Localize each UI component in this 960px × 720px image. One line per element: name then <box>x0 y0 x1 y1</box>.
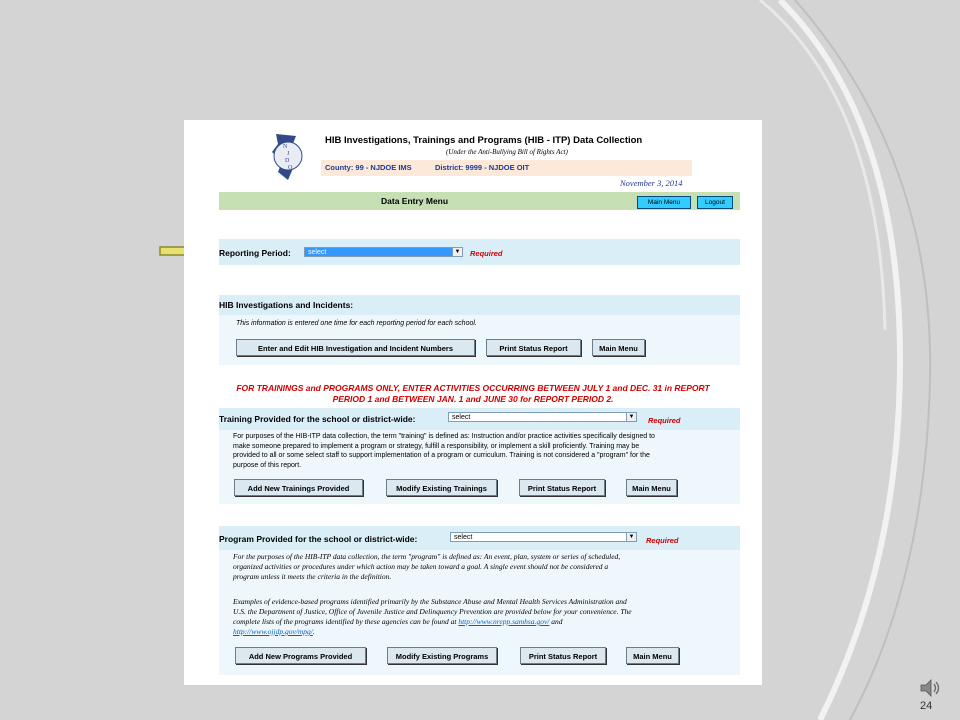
hib-print-status-button[interactable]: Print Status Report <box>486 339 581 356</box>
county-district-bar <box>321 160 692 176</box>
hib-note: This information is entered one time for each reporting period for each school. <box>236 320 477 327</box>
and-text: and <box>551 617 563 626</box>
training-required-label: Required <box>648 416 681 425</box>
menu-bar-title: Data Entry Menu <box>381 196 449 206</box>
modify-existing-trainings-button[interactable]: Modify Existing Trainings <box>386 479 497 496</box>
svg-text:E: E <box>286 172 290 178</box>
training-main-menu-button[interactable]: Main Menu <box>626 479 677 496</box>
svg-text:J: J <box>287 151 290 157</box>
report-period-warning-line1: FOR TRAININGS and PROGRAMS ONLY, ENTER ACTIVITIES OCCURRING BETWEEN JULY 1 and DEC. 31 in REPORT <box>236 383 710 393</box>
training-select-value: select <box>452 414 471 421</box>
program-examples-line3-row <box>233 617 562 627</box>
main-menu-button[interactable]: Main Menu <box>637 196 691 209</box>
application-screenshot <box>184 120 762 685</box>
program-definition-line1: For the purposes of the HIB-ITP data collection, the term "program" is defined as: An event, plan, system or series of scheduled, <box>233 552 621 561</box>
chevron-down-icon: ▼ <box>626 533 636 541</box>
slide-number: 24 <box>920 700 933 712</box>
njdoe-seal-logo <box>266 132 310 182</box>
program-examples-line4-row <box>233 627 315 637</box>
county-label: County: 99 - NJDOE IMS <box>325 163 412 172</box>
training-label: Training Provided for the school or district-wide: <box>219 414 416 424</box>
training-definition-line3: provided to all or some select staff to support implementation of a program or curriculum. Training is not considered a "program" for the <box>233 452 650 459</box>
program-examples-line1: Examples of evidence-based programs identified primarily by the Substance Abuse and Mental Health Services Administration and <box>233 597 627 606</box>
app-subtitle: (Under the Anti-Bullying Bill of Rights Act) <box>446 148 568 156</box>
training-definition-line2: make someone prepared to implement a program or strategy, fulfill a responsibility, or implement a skill proficiently. Training may be <box>233 442 640 450</box>
program-label: Program Provided for the school or district-wide: <box>219 534 418 544</box>
speaker-icon[interactable] <box>918 676 942 700</box>
current-date: November 3, 2014 <box>620 178 683 188</box>
enter-edit-hib-button[interactable]: Enter and Edit HIB Investigation and Incident Numbers <box>236 339 475 356</box>
training-definition-line1: For purposes of the HIB-ITP data collection, the term "training" is defined as: Instruction and/or practice activities specifically designed to <box>233 433 655 440</box>
svg-text:N: N <box>283 144 288 150</box>
program-examples-line2: U.S. the Department of Justice, Office of Juvenile Justice and Delinquency Prevention are provided below for your convenience. The <box>233 607 632 616</box>
program-select[interactable] <box>450 532 637 542</box>
logout-button[interactable]: Logout <box>697 196 733 209</box>
training-definition-line4: purpose of this report. <box>233 461 302 469</box>
reporting-period-value: select <box>308 249 327 256</box>
app-title: HIB Investigations, Trainings and Programs (HIB - ITP) Data Collection <box>325 135 643 146</box>
program-select-value: select <box>454 534 473 541</box>
add-new-programs-button[interactable]: Add New Programs Provided <box>235 647 366 664</box>
training-print-status-button[interactable]: Print Status Report <box>519 479 605 496</box>
chevron-down-icon: ▼ <box>452 248 462 256</box>
program-main-menu-button[interactable]: Main Menu <box>626 647 679 664</box>
hib-heading: HIB Investigations and Incidents: <box>219 300 354 310</box>
program-definition-line3: program unless it meets the criteria in the definition. <box>233 572 392 581</box>
district-label: District: 9999 - NJDOE OIT <box>435 163 530 172</box>
reporting-period-select[interactable] <box>304 247 463 257</box>
nrepp-link[interactable]: http://www.nrepp.samhsa.gov/ <box>458 617 550 626</box>
data-entry-menu-bar <box>219 192 740 210</box>
chevron-down-icon: ▼ <box>626 413 636 421</box>
required-label: Required <box>470 249 503 258</box>
svg-text:D: D <box>285 158 290 164</box>
reporting-period-label: Reporting Period: <box>219 248 291 258</box>
add-new-trainings-button[interactable]: Add New Trainings Provided <box>234 479 363 496</box>
period-text: . <box>312 627 315 636</box>
svg-text:O: O <box>288 165 293 171</box>
program-print-status-button[interactable]: Print Status Report <box>520 647 606 664</box>
modify-existing-programs-button[interactable]: Modify Existing Programs <box>387 647 497 664</box>
report-period-warning-line2: PERIOD 1 and BETWEEN JAN. 1 and JUNE 30 for REPORT PERIOD 2. <box>332 394 614 404</box>
ojjdp-link[interactable]: http://www.ojjdp.gov/mpg/ <box>233 627 313 636</box>
hib-main-menu-button[interactable]: Main Menu <box>592 339 645 356</box>
program-required-label: Required <box>646 536 679 545</box>
program-definition-line2: organized activities or procedures under which action may be taken toward a goal. A single event should not be considered a <box>233 562 609 571</box>
program-examples-line3: complete lists of the programs identified by these agencies can be found at <box>233 617 457 626</box>
training-select[interactable] <box>448 412 637 422</box>
